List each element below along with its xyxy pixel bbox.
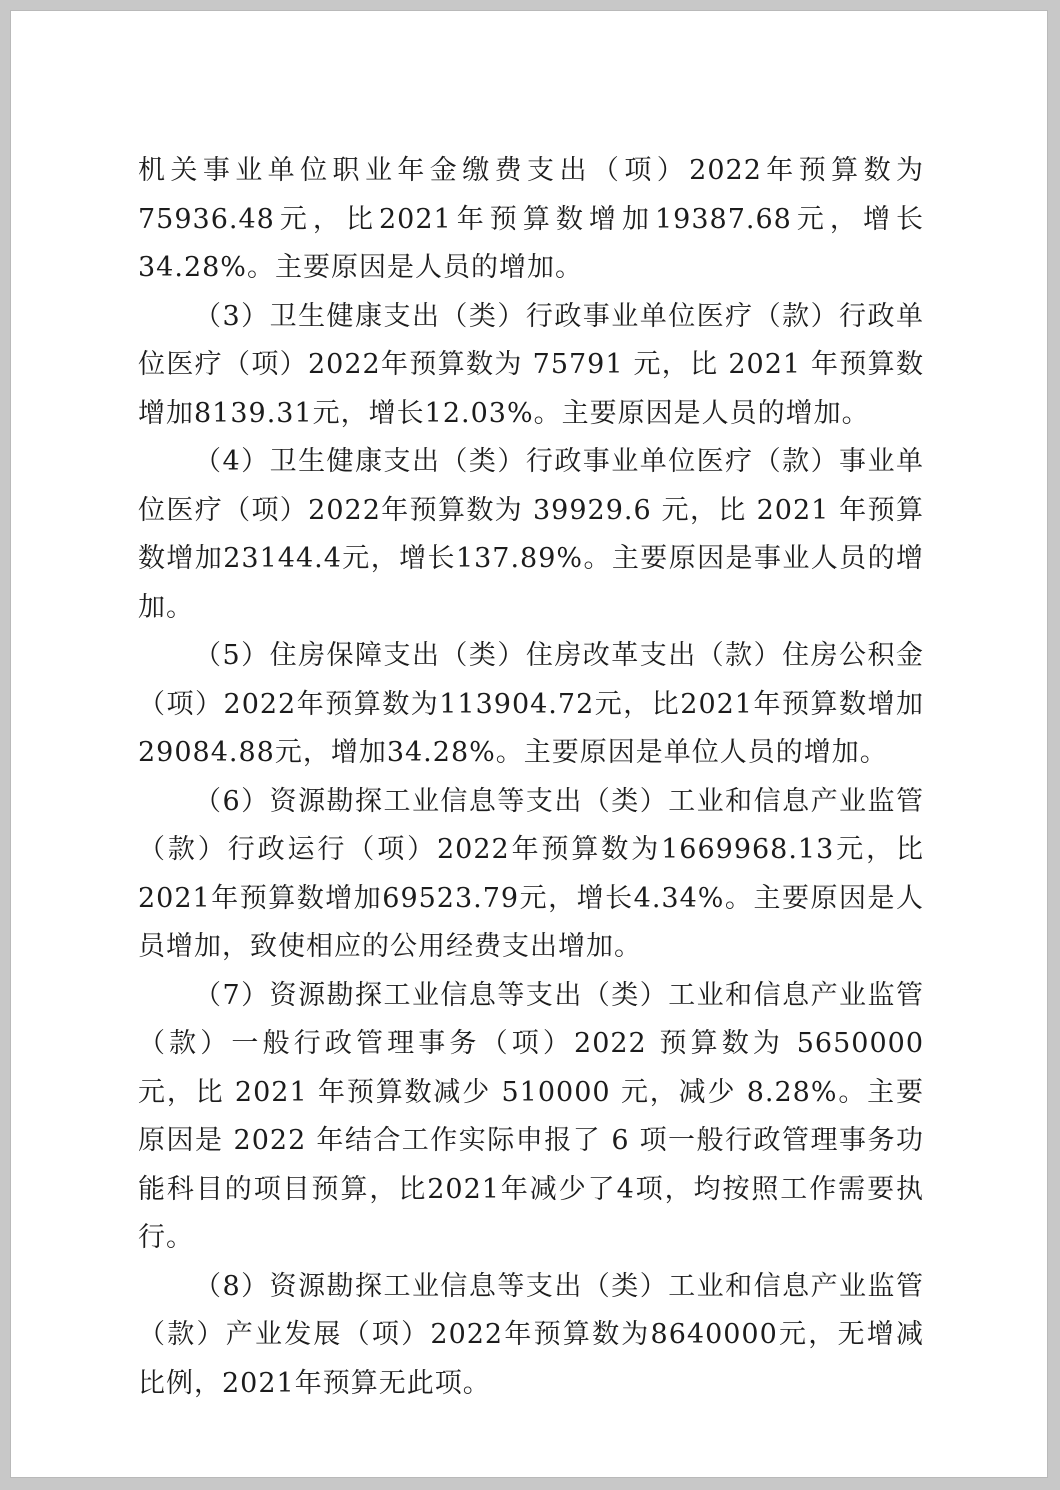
paragraph-industry-development: （8）资源勘探工业信息等支出（类）工业和信息产业监管（款）产业发展（项）2022年预算数为8640000元，无增减比例，2021年预算无此项。 bbox=[138, 1270, 924, 1399]
paragraph-general-admin-affairs: （7）资源勘探工业信息等支出（类）工业和信息产业监管（款）一般行政管理事务（项）2022 预算数为 5650000 元，比 2021 年预算数减少 510000 元，减少 8.28%。主要原因是 2022 年结合工作实际申报了 6 项一般行政管理事务功能科目的项目预算，比2021年减少了4项，均按照工作需要执行。 bbox=[138, 979, 924, 1253]
paragraph-housing-fund: （5）住房保障支出（类）住房改革支出（款）住房公积金（项）2022年预算数为113904.72元，比2021年预算数增加29084.88元，增加34.28%。主要原因是单位人员的增加。 bbox=[138, 640, 924, 768]
paragraph-institution-medical: （4）卫生健康支出（类）行政事业单位医疗（款）事业单位医疗（项）2022年预算数为 39929.6 元，比 2021 年预算数增加23144.4元，增长137.89%。主要原因是事业人员的增加。 bbox=[138, 446, 924, 623]
document-page bbox=[10, 10, 1048, 1478]
document-body bbox=[138, 147, 924, 1408]
paragraph-pension-contribution: 机关事业单位职业年金缴费支出（项）2022年预算数为75936.48元，比2021年预算数增加19387.68元，增长34.28%。主要原因是人员的增加。 bbox=[138, 155, 924, 283]
paragraph-admin-medical: （3）卫生健康支出（类）行政事业单位医疗（款）行政单位医疗（项）2022年预算数为 75791 元，比 2021 年预算数增加8139.31元，增长12.03%。主要原因是人员的增加。 bbox=[138, 300, 924, 429]
paragraph-administrative-operation: （6）资源勘探工业信息等支出（类）工业和信息产业监管（款）行政运行（项）2022年预算数为1669968.13元，比2021年预算数增加69523.79元，增长4.34%。主要原因是人员增加，致使相应的公用经费支出增加。 bbox=[138, 785, 924, 962]
